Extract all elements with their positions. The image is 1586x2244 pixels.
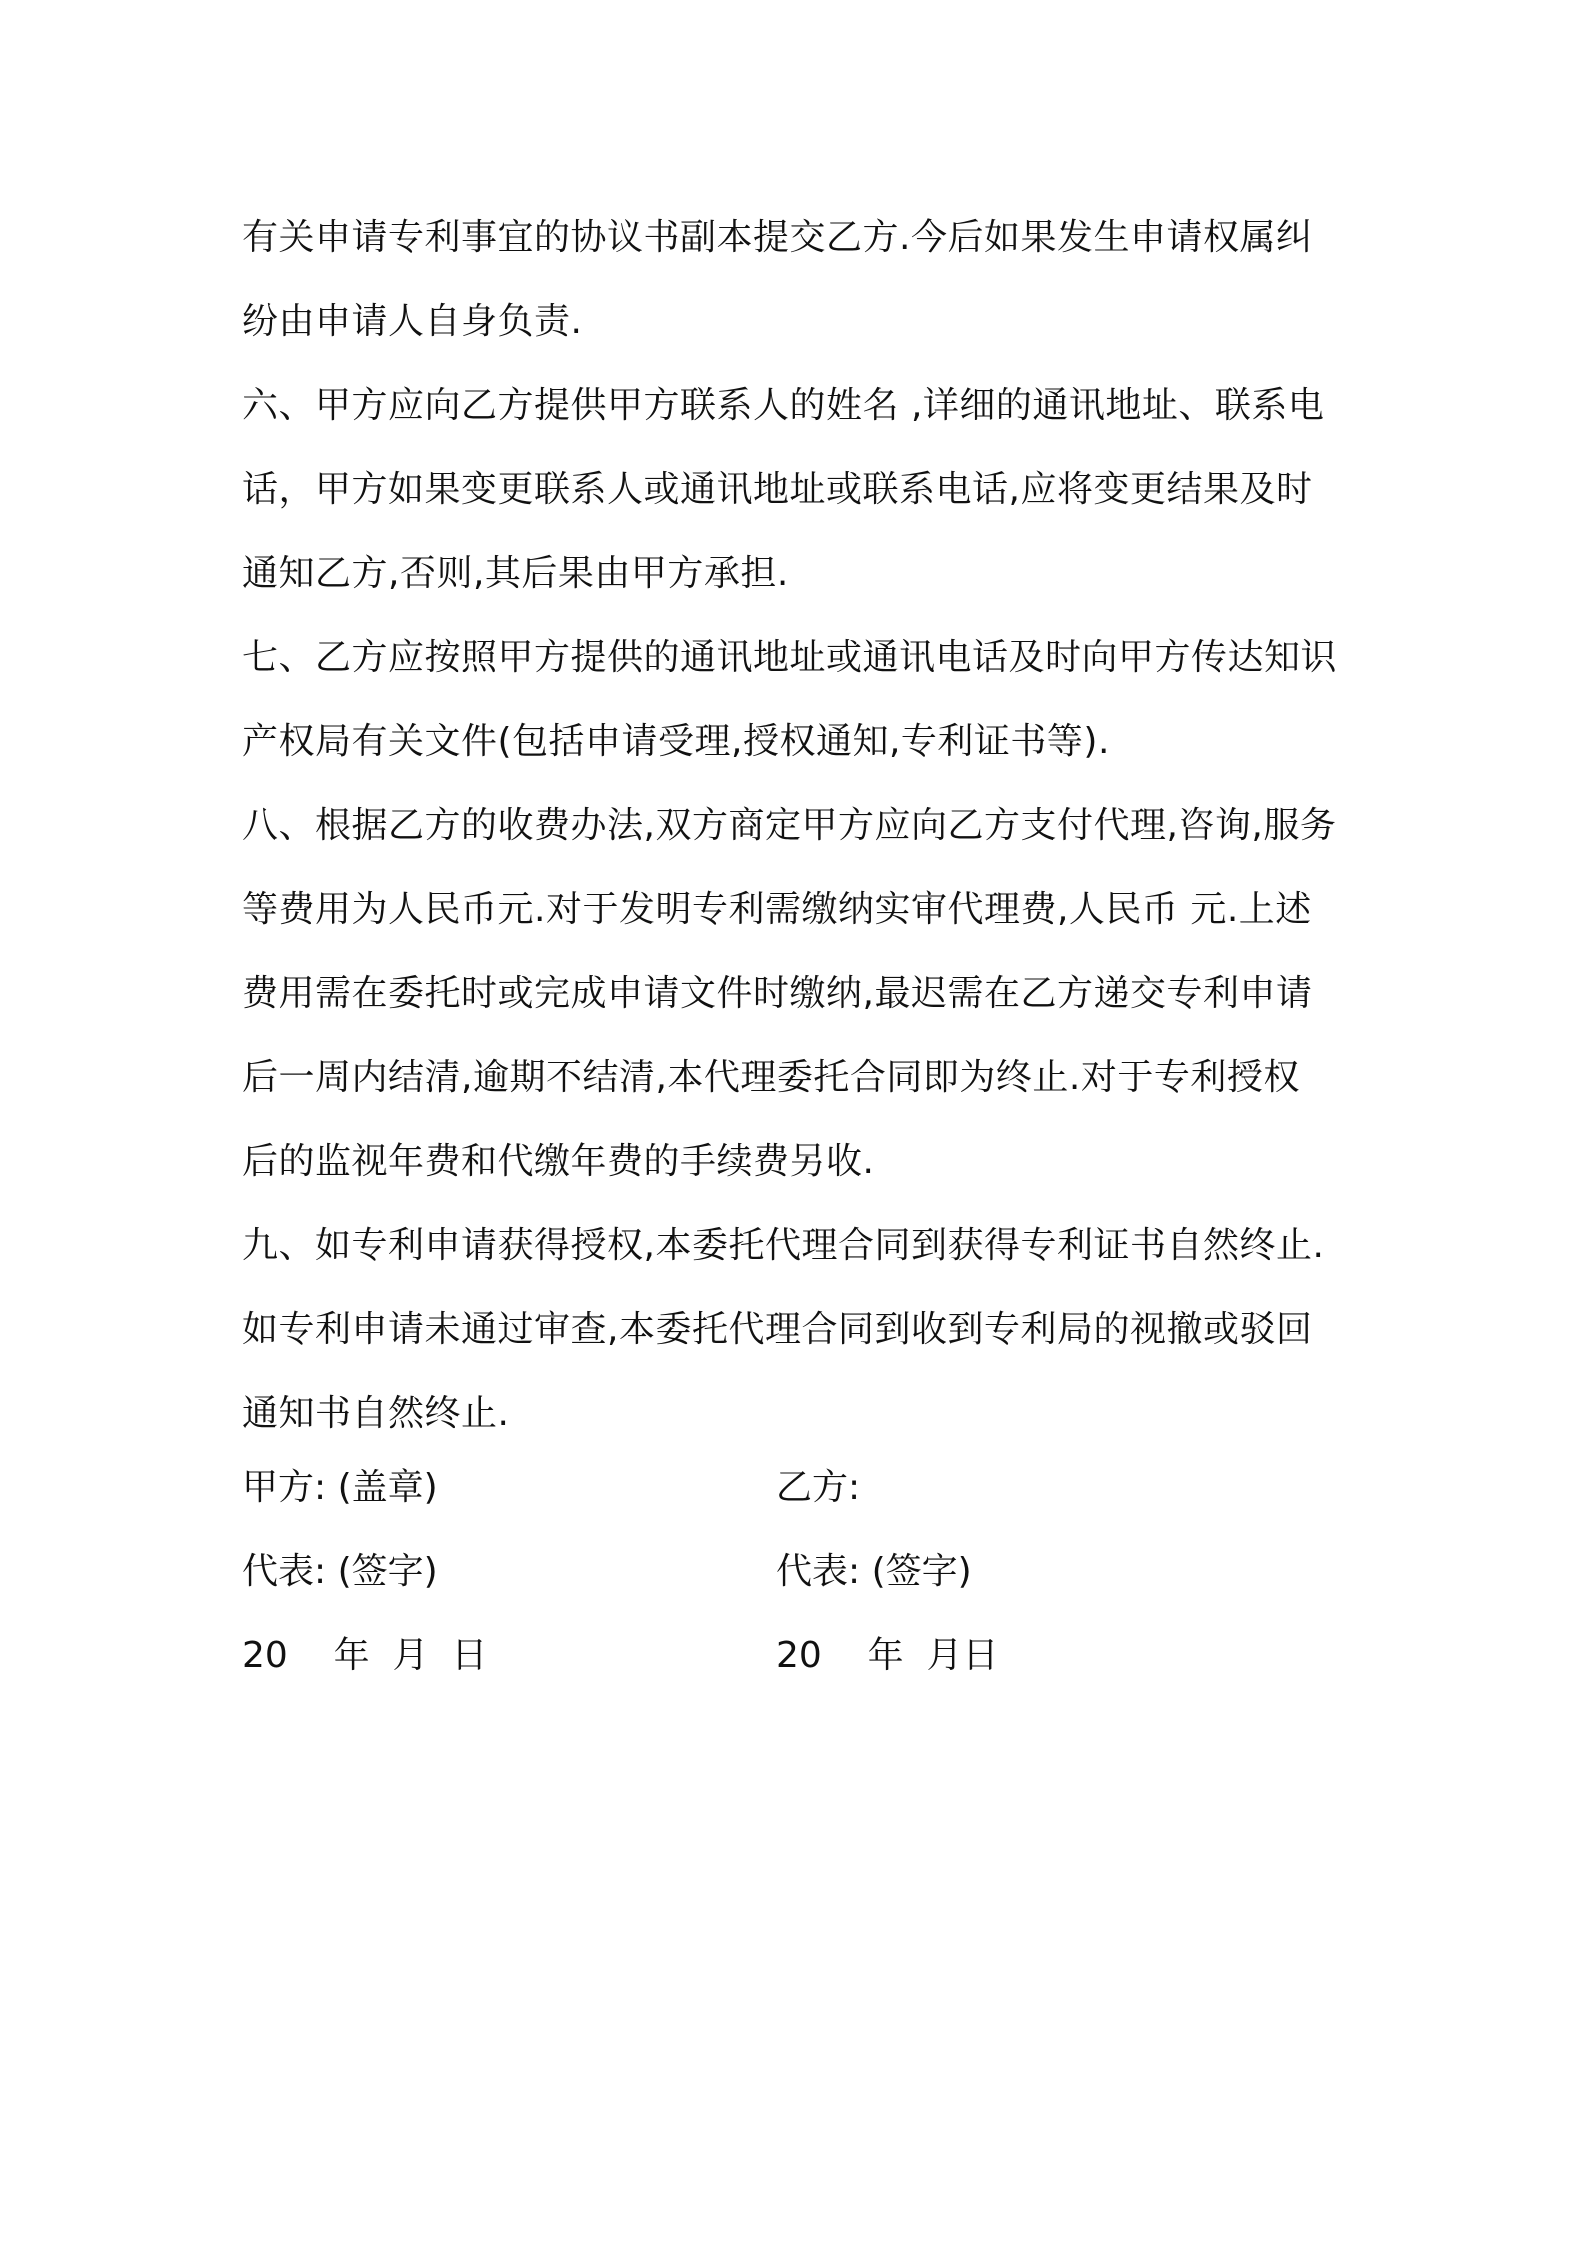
paragraph-line: 话，甲方如果变更联系人或通讯地址或联系电话,应将变更结果及时: [242, 469, 1313, 510]
paragraph-line: 八、根据乙方的收费办法,双方商定甲方应向乙方支付代理,咨询,服务: [242, 805, 1337, 846]
signature-party-row: [242, 1446, 1362, 1530]
paragraph-line: 通知乙方,否则,其后果由甲方承担.: [242, 553, 789, 594]
paragraph-line: 纷由申请人自身负责.: [242, 301, 583, 342]
party-a-representative-label: 代表: (签字): [242, 1551, 438, 1592]
party-b-date: 20 年 月日: [776, 1635, 999, 1676]
paragraph-line: 后的监视年费和代缴年费的手续费另收.: [242, 1141, 875, 1182]
paragraph-line: 通知书自然终止.: [242, 1393, 510, 1434]
paragraph-line: 等费用为人民币元.对于发明专利需缴纳实审代理费,人民币 元.上述: [242, 889, 1312, 930]
paragraph-line: 六、甲方应向乙方提供甲方联系人的姓名 ,详细的通讯地址、联系电: [242, 385, 1325, 426]
paragraph-line: 有关申请专利事宜的协议书副本提交乙方.今后如果发生申请权属纠: [242, 217, 1313, 258]
party-a-date: 20 年 月 日: [242, 1635, 488, 1676]
party-a-seal-label: 甲方: (盖章): [242, 1467, 438, 1508]
paragraph-line: 九、如专利申请获得授权,本委托代理合同到获得专利证书自然终止.: [242, 1225, 1325, 1266]
signature-block: [242, 1446, 1362, 1698]
paragraph-line: 如专利申请未通过审查,本委托代理合同到收到专利局的视撤或驳回: [242, 1309, 1313, 1350]
paragraph-line: 后一周内结清,逾期不结清,本代理委托合同即为终止.对于专利授权: [242, 1057, 1300, 1098]
party-b-representative-label: 代表: (签字): [776, 1551, 972, 1592]
signature-date-row: [242, 1614, 1362, 1698]
contract-body: [242, 196, 1362, 1456]
signature-representative-row: [242, 1530, 1362, 1614]
paragraph-line: 费用需在委托时或完成申请文件时缴纳,最迟需在乙方递交专利申请: [242, 973, 1313, 1014]
party-b-label: 乙方:: [776, 1467, 861, 1508]
paragraph-line: 七、乙方应按照甲方提供的通讯地址或通讯电话及时向甲方传达知识: [242, 637, 1338, 678]
paragraph-line: 产权局有关文件(包括申请受理,授权通知,专利证书等).: [242, 721, 1110, 762]
